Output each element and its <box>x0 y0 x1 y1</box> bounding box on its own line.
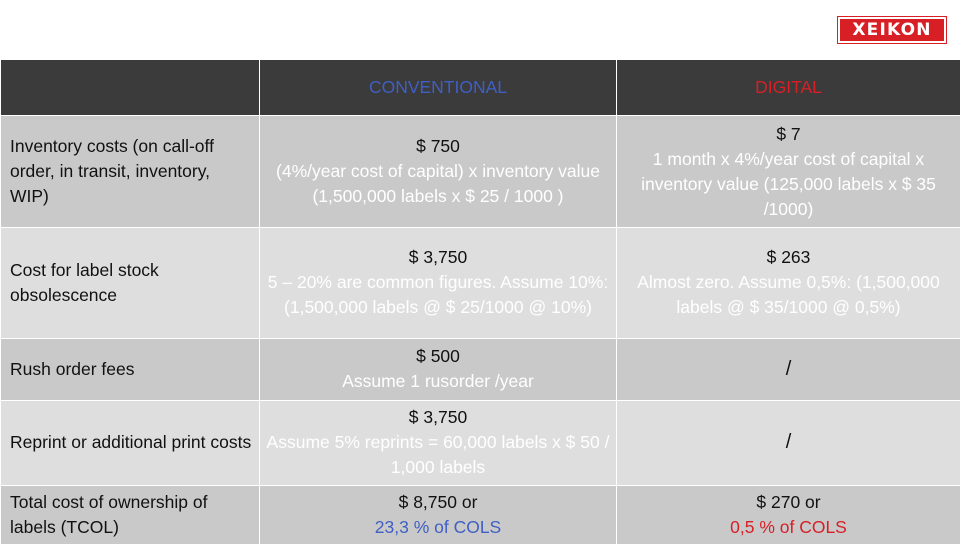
table-row-rush-order <box>1 338 960 400</box>
tcol-comparison-table <box>0 59 960 545</box>
header-conventional: CONVENTIONAL <box>260 60 617 116</box>
digital-note: Almost zero. Assume 0,5%: (1,500,000 labels @ $ 35/1000 @ 0,5%) <box>637 272 940 318</box>
conventional-cell <box>260 116 617 228</box>
digital-total-percent: 0,5 % of COLS <box>730 516 847 537</box>
conventional-cell <box>260 338 617 400</box>
row-label: Rush order fees <box>1 338 260 400</box>
xeikon-logo: XEIKON <box>838 17 946 43</box>
conventional-cell <box>260 228 617 338</box>
row-label: Reprint or additional print costs <box>1 400 260 485</box>
digital-total-value: $ 270 or <box>756 491 821 512</box>
table-header-row <box>1 60 960 116</box>
conventional-value: $ 3,750 <box>408 247 468 268</box>
digital-note: 1 month x 4%/year cost of capital x inventory value (125,000 labels x $ 35 /1000) <box>641 148 936 219</box>
row-label: Cost for label stock obsolescence <box>1 228 260 338</box>
conventional-value: $ 3,750 <box>408 407 468 428</box>
conventional-value: $ 750 <box>416 136 460 157</box>
table-row-reprint <box>1 400 960 485</box>
conventional-note: (4%/year cost of capital) x inventory value (1,500,000 labels x $ 25 / 1000 ) <box>276 161 600 207</box>
table-row-inventory-costs <box>1 116 960 228</box>
conventional-total-cell <box>260 485 617 544</box>
conventional-value: $ 500 <box>416 346 460 367</box>
table-row-total <box>1 485 960 544</box>
digital-value: / <box>785 357 792 380</box>
digital-value: / <box>785 431 792 454</box>
conventional-note: Assume 1 rusorder /year <box>342 371 534 392</box>
header-digital: DIGITAL <box>617 60 960 116</box>
conventional-note: 5 – 20% are common figures. Assume 10%: (1,500,000 labels @ $ 25/1000 @ 10%) <box>267 272 609 318</box>
conventional-total-percent: 23,3 % of COLS <box>374 516 502 537</box>
conventional-cell <box>260 400 617 485</box>
header-empty-cell <box>1 60 260 116</box>
conventional-total-value: $ 8,750 or <box>398 491 478 512</box>
digital-cell <box>617 338 960 400</box>
digital-total-cell <box>617 485 960 544</box>
table-row-obsolescence <box>1 228 960 338</box>
row-label: Total cost of ownership of labels (TCOL) <box>1 485 260 544</box>
digital-cell <box>617 116 960 228</box>
conventional-note: Assume 5% reprints = 60,000 labels x $ 50 / 1,000 labels <box>266 432 610 478</box>
digital-cell <box>617 400 960 485</box>
digital-cell <box>617 228 960 338</box>
digital-value: $ 7 <box>776 123 801 144</box>
digital-value: $ 263 <box>766 247 811 268</box>
row-label: Inventory costs (on call-off order, in transit, inventory, WIP) <box>1 116 260 228</box>
